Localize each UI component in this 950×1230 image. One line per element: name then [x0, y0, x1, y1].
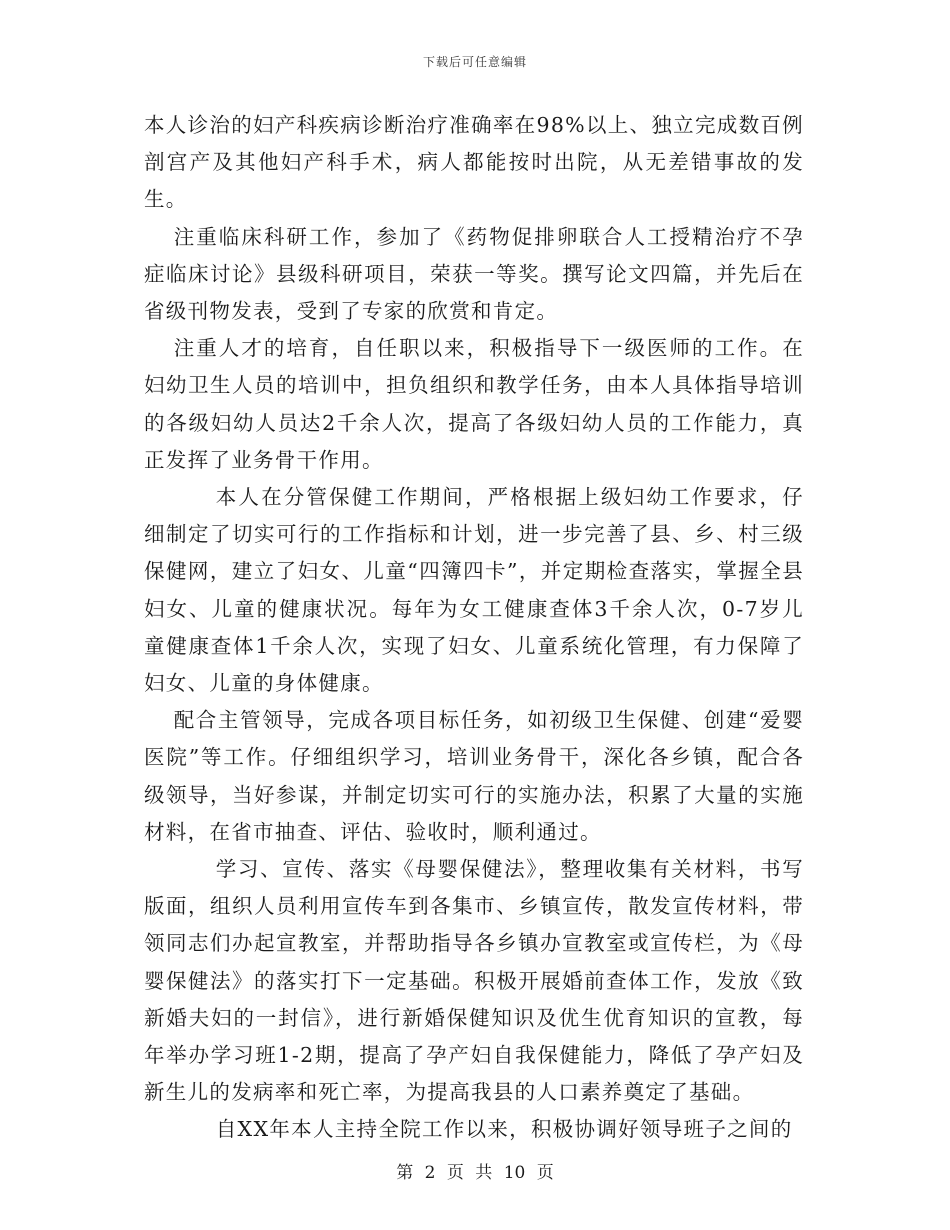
page-header-note: 下载后可任意编辑 — [422, 55, 527, 69]
paragraph: 自XX年本人主持全院工作以来，积极协调好领导班子之间的 — [215, 1117, 793, 1142]
paragraph: 本人在分管保健工作期间，严格根据上级妇幼工作要求，仔细制定了切实可行的工作指标和计划，进一步完善了县、乡、村三级保健网，建立了妇女、儿童“四簿四卡”，并定期检查落实，掌握全县妇女、儿童的健康状况。每年为女工健康查体3千余人次，0-7岁儿童健康查体1千余人次，实现了妇女、儿童系统化管理，有力保障了妇女、儿童的身体健康。 — [144, 485, 804, 696]
paragraph: 本人诊治的妇产科疾病诊断治疗准确率在98%以上、独立完成数百例剖宫产及其他妇产科手术，病人都能按时出院，从无差错事故的发生。 — [144, 113, 804, 212]
paragraph: 注重临床科研工作，参加了《药物促排卵联合人工授精治疗不孕症临床讨论》县级科研项目，荣获一等奖。撰写论文四篇，并先后在省级刊物发表，受到了专家的欣赏和肯定。 — [144, 224, 804, 324]
paragraph: 学习、宣传、落实《母婴保健法》，整理收集有关材料，书写版面，组织人员利用宣传车到各集市、乡镇宣传，散发宣传材料，带领同志们办起宣教室，并帮助指导各乡镇办宣教室或宣传栏，为《母婴保健法》的落实打下一定基础。积极开展婚前查体工作，发放《致新婚夫妇的一封信》，进行新婚保健知识及优生优育知识的宣教，每年举办学习班1-2期，提高了孕产妇自我保健能力，降低了孕产妇及新生儿的发病率和死亡率，为提高我县的人口素养奠定了基础。 — [144, 857, 804, 1105]
paragraph: 配合主管领导，完成各项目标任务，如初级卫生保健、创建“爱婴医院”等工作。仔细组织学习，培训业务骨干，深化各乡镇，配合各级领导，当好参谋，并制定切实可行的实施办法，积累了大量的实施材料，在省市抽查、评估、验收时，顺利通过。 — [144, 708, 804, 844]
page-number-footer: 第 2 页 共 10 页 — [396, 1163, 554, 1183]
paragraph: 注重人才的培育，自任职以来，积极指导下一级医师的工作。在妇幼卫生人员的培训中，担负组织和教学任务，由本人具体指导培训的各级妇幼人员达2千余人次，提高了各级妇幼人员的工作能力，真正发挥了业务骨干作用。 — [144, 336, 804, 472]
document-body — [144, 107, 804, 1149]
